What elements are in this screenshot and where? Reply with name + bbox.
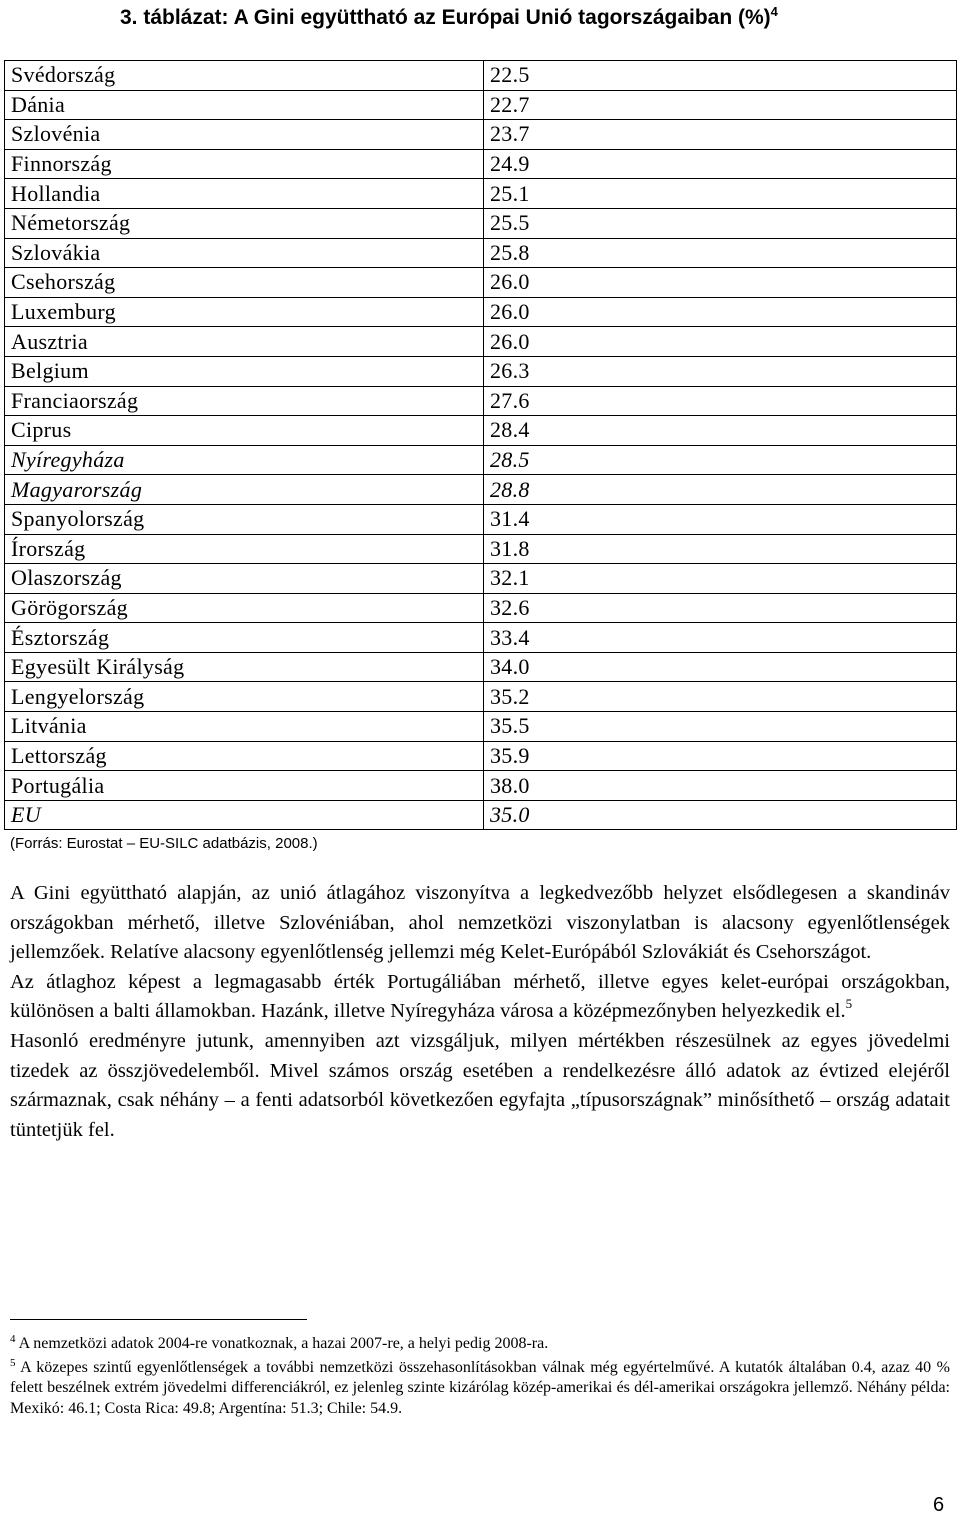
country-cell: Lengyelország <box>5 682 484 712</box>
country-cell: Egyesült Királyság <box>5 652 484 682</box>
table-row <box>5 90 957 120</box>
table-title <box>120 4 880 32</box>
paragraph-3: Hasonló eredményre jutunk, amennyiben azt vizsgáljuk, milyen mértékben részesülnek az egyes jövedelmi tizedek az összjövedelemből. Mivel számos ország esetében a rendelkezésre álló adatok az évtized elejéről származnak, csak néhány – a fenti adatsorból következően egyfajta „típusországnak” minősíthető – ország adatait tüntetjük fel. <box>10 1029 950 1141</box>
gini-value-cell: 31.8 <box>484 534 957 564</box>
gini-value-cell: 26.0 <box>484 268 957 298</box>
country-cell: Ausztria <box>5 327 484 357</box>
page-number: 6 <box>933 1494 945 1516</box>
table-row <box>5 208 957 238</box>
country-cell: Hollandia <box>5 179 484 209</box>
gini-value-cell: 26.3 <box>484 356 957 386</box>
table-row <box>5 445 957 475</box>
footnote-ref-4[interactable]: 4 <box>770 4 778 19</box>
country-cell: Szlovénia <box>5 120 484 150</box>
country-cell: Észtország <box>5 623 484 653</box>
gini-table <box>4 60 957 830</box>
table-row <box>5 475 957 505</box>
table-row <box>5 623 957 653</box>
country-cell: EU <box>5 800 484 830</box>
footnote-ref-5[interactable]: 5 <box>845 996 853 1012</box>
country-cell: Franciaország <box>5 386 484 416</box>
gini-table-body <box>5 61 957 830</box>
gini-value-cell: 32.6 <box>484 593 957 623</box>
table-row <box>5 504 957 534</box>
gini-value-cell: 28.5 <box>484 445 957 475</box>
gini-value-cell: 34.0 <box>484 652 957 682</box>
gini-value-cell: 23.7 <box>484 120 957 150</box>
table-row <box>5 800 957 830</box>
gini-value-cell: 26.0 <box>484 297 957 327</box>
table-row <box>5 741 957 771</box>
footnote-4-marker: 4 <box>10 1333 16 1345</box>
country-cell: Portugália <box>5 771 484 801</box>
gini-value-cell: 24.9 <box>484 149 957 179</box>
table-row <box>5 179 957 209</box>
country-cell: Spanyolország <box>5 504 484 534</box>
country-cell: Luxemburg <box>5 297 484 327</box>
table-row <box>5 712 957 742</box>
country-cell: Csehország <box>5 268 484 298</box>
country-cell: Olaszország <box>5 564 484 594</box>
country-cell: Szlovákia <box>5 238 484 268</box>
table-row <box>5 593 957 623</box>
footnote-5 <box>10 1358 950 1420</box>
table-row <box>5 386 957 416</box>
paragraph-1: A Gini együttható alapján, az unió átlagához viszonyítva a legkedvezőbb helyzet elsődlegesen a skandináv országokban mérhető, illetve Szlovéniában, ahol nemzetközi viszonylatban is alacsony egyenlőtlenségek jellemzőek. Relatíve alacsony egyenlőtlenség jellemzi még Kelet-Európából Szlovákiát és Csehországot. <box>10 882 950 964</box>
footnote-5-text: A közepes szintű egyenlőtlenségek a további nemzetközi összehasonlításokban válnak még egyértelművé. A kutatók általában 0.4, azaz 40 % felett beszélnek extrém jövedelmi differenciákról, ez jelenleg szinte kizárólag közép-amerikai és dél-amerikai országokra jellemző. Néhány példa: Mexikó: 46.1; Costa Rica: 49.8; Argentína: 51.3; Chile: 54.9. <box>10 1358 950 1417</box>
gini-value-cell: 28.4 <box>484 416 957 446</box>
table-row <box>5 564 957 594</box>
gini-value-cell: 22.5 <box>484 61 957 91</box>
gini-value-cell: 25.1 <box>484 179 957 209</box>
gini-value-cell: 32.1 <box>484 564 957 594</box>
table-row <box>5 416 957 446</box>
table-row <box>5 297 957 327</box>
body-text <box>10 879 950 1145</box>
country-cell: Ciprus <box>5 416 484 446</box>
gini-value-cell: 35.2 <box>484 682 957 712</box>
footnote-4-text: A nemzetközi adatok 2004-re vonatkoznak, a hazai 2007-re, a helyi pedig 2008-ra. <box>18 1335 549 1352</box>
country-cell: Dánia <box>5 90 484 120</box>
gini-value-cell: 22.7 <box>484 90 957 120</box>
table-row <box>5 682 957 712</box>
table-row <box>5 652 957 682</box>
table-row <box>5 771 957 801</box>
gini-value-cell: 38.0 <box>484 771 957 801</box>
country-cell: Belgium <box>5 356 484 386</box>
gini-value-cell: 31.4 <box>484 504 957 534</box>
table-row <box>5 268 957 298</box>
table-row <box>5 327 957 357</box>
table-row <box>5 61 957 91</box>
country-cell: Svédország <box>5 61 484 91</box>
gini-value-cell: 27.6 <box>484 386 957 416</box>
gini-value-cell: 25.8 <box>484 238 957 268</box>
footnote-separator <box>10 1319 307 1320</box>
country-cell: Litvánia <box>5 712 484 742</box>
gini-value-cell: 26.0 <box>484 327 957 357</box>
paragraph-2 <box>10 968 950 1027</box>
country-cell: Lettország <box>5 741 484 771</box>
footnote-4 <box>10 1334 950 1355</box>
country-cell: Görögország <box>5 593 484 623</box>
country-cell: Magyarország <box>5 475 484 505</box>
table-source: (Forrás: Eurostat – EU-SILC adatbázis, 2008.) <box>10 835 318 852</box>
table-row <box>5 356 957 386</box>
country-cell: Finnország <box>5 149 484 179</box>
table-row <box>5 120 957 150</box>
table-row <box>5 534 957 564</box>
table-title-text: 3. táblázat: A Gini együttható az Európai Unió tagországaiban (%) <box>120 6 771 29</box>
gini-value-cell: 28.8 <box>484 475 957 505</box>
country-cell: Írország <box>5 534 484 564</box>
table-row <box>5 238 957 268</box>
table-row <box>5 149 957 179</box>
gini-value-cell: 35.9 <box>484 741 957 771</box>
country-cell: Németország <box>5 208 484 238</box>
gini-value-cell: 25.5 <box>484 208 957 238</box>
country-cell: Nyíregyháza <box>5 445 484 475</box>
footnotes <box>10 1334 950 1422</box>
gini-value-cell: 35.5 <box>484 712 957 742</box>
footnote-5-marker: 5 <box>10 1356 16 1369</box>
gini-value-cell: 33.4 <box>484 623 957 653</box>
paragraph-2-text: Az átlaghoz képest a legmagasabb érték Portugáliában mérhető, illetve egyes kelet-európai országokban, különösen a balti államokban. Hazánk, illetve Nyíregyháza városa a középmezőnyben helyezkedik el. <box>10 970 950 1023</box>
gini-value-cell: 35.0 <box>484 800 957 830</box>
